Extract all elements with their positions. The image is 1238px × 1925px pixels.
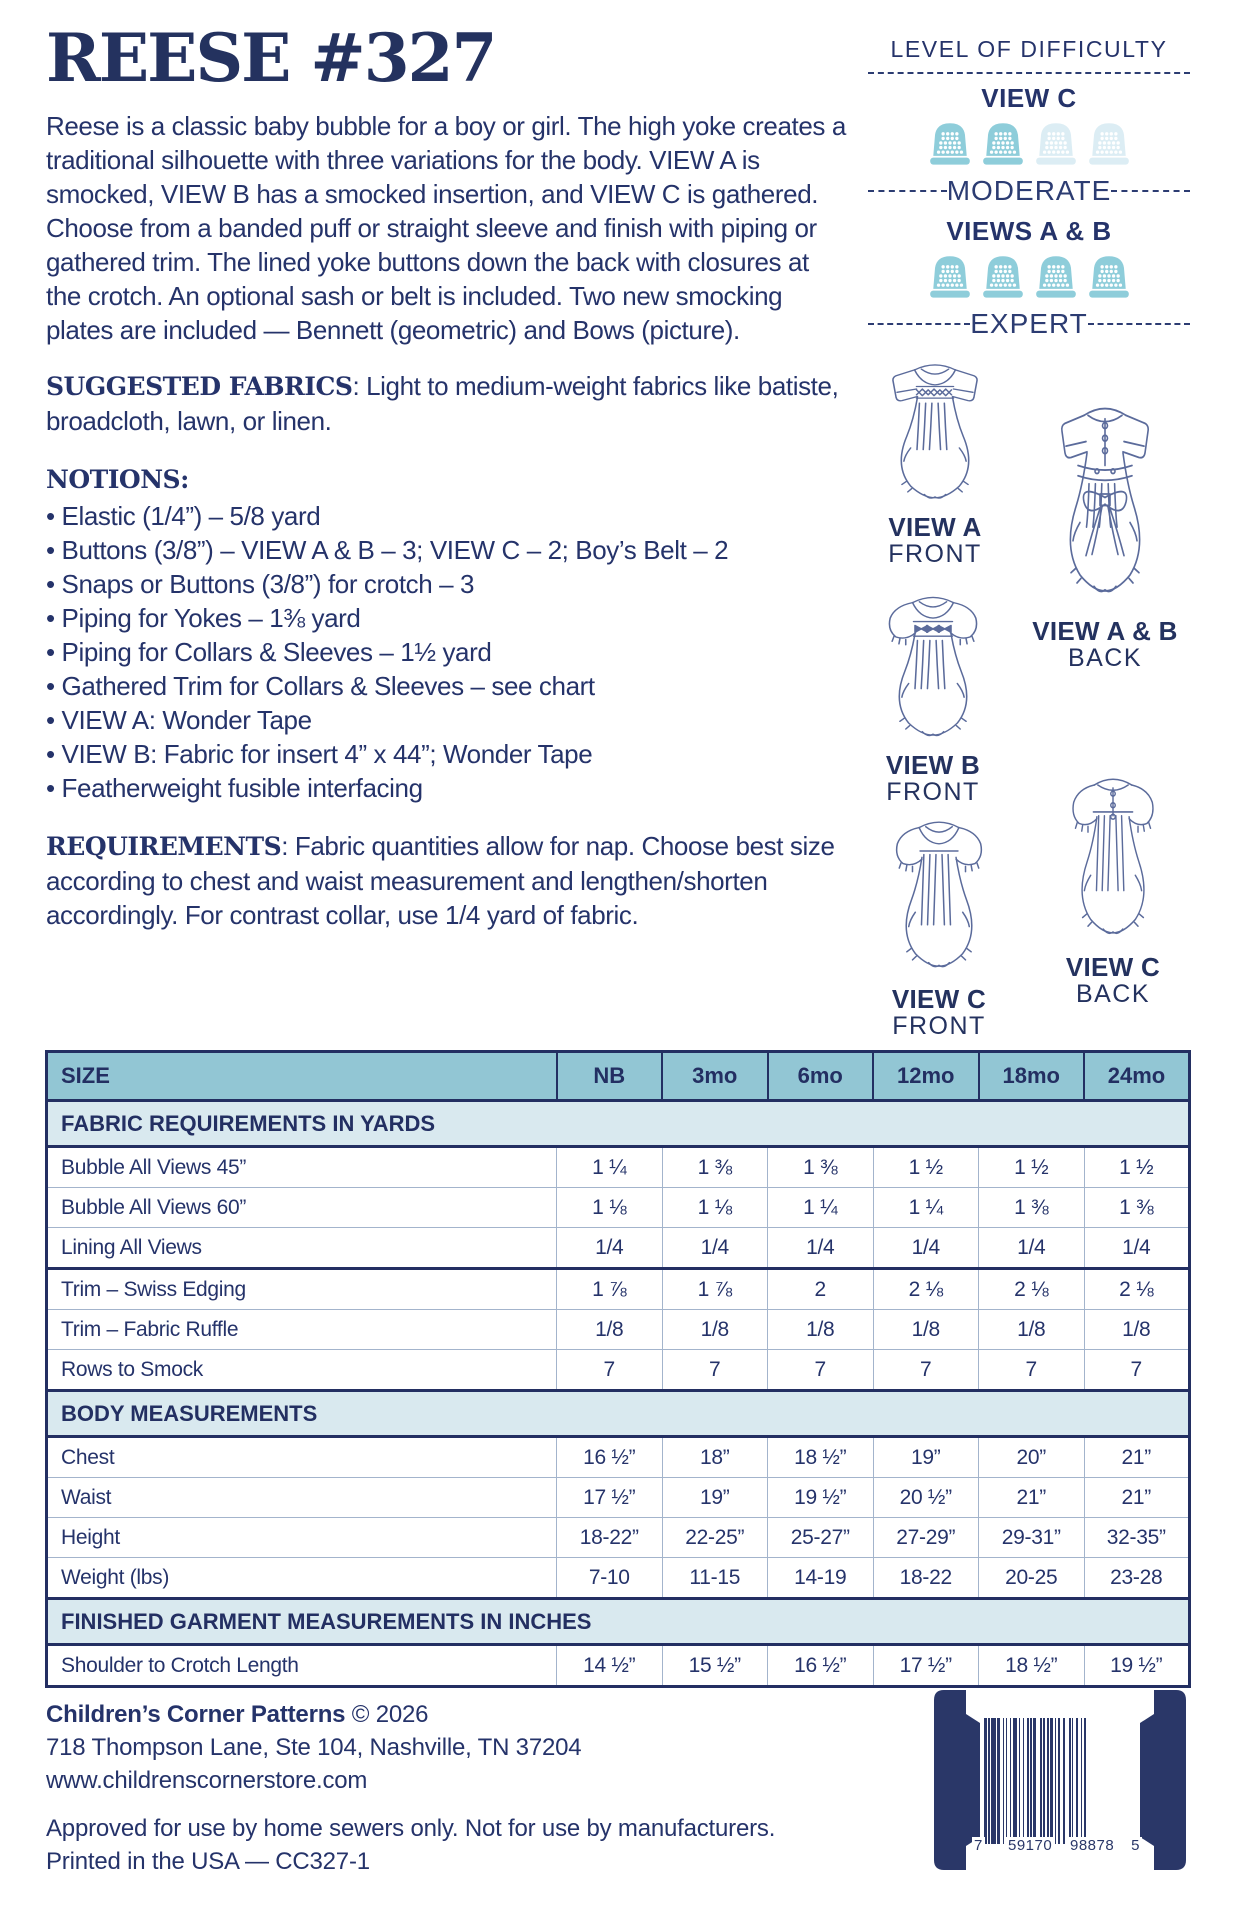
cell-value: 1 ⅛ xyxy=(557,1188,663,1228)
thimble-icon xyxy=(1087,120,1131,172)
intro-paragraph: Reese is a classic baby bubble for a boy or girl. The high yoke creates a traditional silhouette with three variations for the body. VIEW A is smocked, VIEW B has a smocked insertion, and VIEW C is gathered. Choose from a banded puff or straight sleeve and finish with piping or gathered trim. The lined yoke buttons down the back with closures at the crotch. An optional sash or belt is included. Two new smocking plates are included — Bennett (geometric) and Bows (picture). xyxy=(46,111,846,346)
size-chart-table xyxy=(45,1050,1191,1688)
cell-value: 14 ½” xyxy=(557,1645,663,1687)
cell-value: 19” xyxy=(662,1478,768,1518)
difficulty-level: EXPERT xyxy=(868,308,1190,340)
cell-value: 18-22” xyxy=(557,1518,663,1558)
table-row xyxy=(47,1478,1190,1518)
thimble-rating xyxy=(868,120,1190,172)
cell-value: 1/4 xyxy=(1084,1228,1190,1269)
cell-value: 18” xyxy=(662,1437,768,1478)
cell-value: 7 xyxy=(768,1350,874,1391)
cell-value: 1 ⅞ xyxy=(557,1269,663,1310)
cell-value: 19 ½” xyxy=(768,1478,874,1518)
table-row xyxy=(47,1350,1190,1391)
view-a-front-label xyxy=(862,514,1008,568)
cell-value: 1 ⅜ xyxy=(768,1147,874,1188)
row-label: Bubble All Views 60” xyxy=(47,1188,557,1228)
cell-value: 16 ½” xyxy=(557,1437,663,1478)
notions-heading-line xyxy=(46,462,846,497)
cell-value: 1 ½ xyxy=(873,1147,979,1188)
cell-value: 20 ½” xyxy=(873,1478,979,1518)
cell-value: 11-15 xyxy=(662,1558,768,1599)
cell-value: 2 ⅛ xyxy=(1084,1269,1190,1310)
left-text-column xyxy=(46,19,846,932)
difficulty-title: LEVEL OF DIFFICULTY xyxy=(868,36,1190,74)
page-title: REESE #327 xyxy=(46,19,496,97)
suggested-fabrics-paragraph xyxy=(46,369,846,438)
section-heading-row xyxy=(47,1391,1190,1437)
table-row xyxy=(47,1645,1190,1687)
table-row xyxy=(47,1269,1190,1310)
section-heading: BODY MEASUREMENTS xyxy=(47,1391,1190,1437)
cell-value: 18 ½” xyxy=(768,1437,874,1478)
cell-value: 1 ¼ xyxy=(768,1188,874,1228)
row-label: Height xyxy=(47,1518,557,1558)
suggested-fabrics-text: : Light to medium-weight fabrics like batiste, broadcloth, lawn, or linen. xyxy=(46,371,839,437)
cell-value: 29-31” xyxy=(979,1518,1085,1558)
cell-value: 1 ¼ xyxy=(873,1188,979,1228)
row-label: Trim – Swiss Edging xyxy=(47,1269,557,1310)
notions-heading: NOTIONS: xyxy=(46,465,189,495)
cell-value: 16 ½” xyxy=(768,1645,874,1687)
cell-value: 21” xyxy=(979,1478,1085,1518)
barcode-spool-right-icon xyxy=(1138,1688,1190,1872)
column-header: 6mo xyxy=(768,1052,874,1101)
view-a-b-back-label xyxy=(1024,618,1186,672)
column-header: 24mo xyxy=(1084,1052,1190,1101)
section-heading: FABRIC REQUIREMENTS IN YARDS xyxy=(47,1101,1190,1147)
cell-value: 25-27” xyxy=(768,1518,874,1558)
cell-value: 1/8 xyxy=(873,1310,979,1350)
view-c-front-label xyxy=(868,986,1010,1040)
printed-line: Printed in the USA — CC327-1 xyxy=(46,1848,370,1875)
thimble-icon xyxy=(1034,120,1078,172)
thimble-icon xyxy=(928,253,972,305)
view-b-front-illustration xyxy=(860,582,1006,754)
difficulty-groups xyxy=(868,83,1190,340)
table-row xyxy=(47,1518,1190,1558)
view-sub: BACK xyxy=(1067,644,1143,673)
cell-value: 17 ½” xyxy=(557,1478,663,1518)
cell-value: 15 ½” xyxy=(662,1645,768,1687)
row-label: Shoulder to Crotch Length xyxy=(47,1645,557,1687)
cell-value: 19 ½” xyxy=(1084,1645,1190,1687)
cell-value: 22-25” xyxy=(662,1518,768,1558)
view-sub: FRONT xyxy=(886,778,980,807)
requirements-paragraph xyxy=(46,829,846,932)
barcode-digit: 7 xyxy=(974,1837,983,1854)
notions-item: • Piping for Collars & Sleeves – 1½ yard xyxy=(46,637,492,668)
cell-value: 7-10 xyxy=(557,1558,663,1599)
row-label: Trim – Fabric Ruffle xyxy=(47,1310,557,1350)
cell-value: 1/4 xyxy=(979,1228,1085,1269)
row-label: Rows to Smock xyxy=(47,1350,557,1391)
view-name: VIEW A & B xyxy=(1032,616,1178,646)
cell-value: 1 ⅛ xyxy=(662,1188,768,1228)
cell-value: 1 ⅜ xyxy=(662,1147,768,1188)
cell-value: 7 xyxy=(873,1350,979,1391)
level-of-difficulty-block xyxy=(868,36,1190,340)
cell-value: 2 ⅛ xyxy=(873,1269,979,1310)
cell-value: 18 ½” xyxy=(979,1645,1085,1687)
row-label: Chest xyxy=(47,1437,557,1478)
difficulty-view-label: VIEW C xyxy=(981,83,1077,113)
column-header: 3mo xyxy=(662,1052,768,1101)
cell-value: 1 ½ xyxy=(1084,1147,1190,1188)
cell-value: 1/8 xyxy=(1084,1310,1190,1350)
table-row xyxy=(47,1147,1190,1188)
view-a-front-illustration xyxy=(862,350,1008,516)
cell-value: 1/8 xyxy=(979,1310,1085,1350)
table-row xyxy=(47,1228,1190,1269)
notions-item: • Piping for Yokes – 1⅜ yard xyxy=(46,603,361,634)
column-header: 18mo xyxy=(979,1052,1085,1101)
view-a-b-back-illustration xyxy=(1030,388,1180,616)
row-label: Waist xyxy=(47,1478,557,1518)
thimble-icon xyxy=(1087,253,1131,305)
cell-value: 1/4 xyxy=(557,1228,663,1269)
company-name: Children’s Corner Patterns xyxy=(46,1701,346,1728)
view-c-front-illustration xyxy=(868,806,1010,986)
section-heading-row xyxy=(47,1101,1190,1147)
requirements-text: : Fabric quantities allow for nap. Choose best size according to chest and waist measurement and lengthen/shorten accordingly. For contrast collar, use 1/4 yard of fabric. xyxy=(46,831,835,931)
table-row xyxy=(47,1188,1190,1228)
cell-value: 19” xyxy=(873,1437,979,1478)
approval-line: Approved for use by home sewers only. Not for use by manufacturers. xyxy=(46,1815,776,1842)
table-row xyxy=(47,1437,1190,1478)
requirements-heading: REQUIREMENTS xyxy=(46,832,282,862)
barcode-digit-group: 59170 xyxy=(1008,1837,1053,1854)
cell-value: 21” xyxy=(1084,1437,1190,1478)
view-sub: FRONT xyxy=(888,540,982,569)
cell-value: 20-25 xyxy=(979,1558,1085,1599)
column-header: NB xyxy=(557,1052,663,1101)
table-row xyxy=(47,1558,1190,1599)
cell-value: 27-29” xyxy=(873,1518,979,1558)
barcode-digit-group: 98878 xyxy=(1070,1837,1115,1854)
section-heading: FINISHED GARMENT MEASUREMENTS IN INCHES xyxy=(47,1599,1190,1645)
cell-value: 7 xyxy=(557,1350,663,1391)
cell-value: 1/8 xyxy=(768,1310,874,1350)
table-header-row xyxy=(47,1052,1190,1101)
notions-item: • Snaps or Buttons (3/8”) for crotch – 3 xyxy=(46,569,475,600)
column-header: 12mo xyxy=(873,1052,979,1101)
notions-item: • Gathered Trim for Collars & Sleeves – see chart xyxy=(46,671,595,702)
cell-value: 1 ¼ xyxy=(557,1147,663,1188)
cell-value: 2 ⅛ xyxy=(979,1269,1085,1310)
cell-value: 1 ½ xyxy=(979,1147,1085,1188)
cell-value: 1/4 xyxy=(873,1228,979,1269)
view-name: VIEW A xyxy=(888,512,982,542)
view-sub: BACK xyxy=(1075,980,1151,1009)
row-label: Weight (lbs) xyxy=(47,1558,557,1599)
cell-value: 7 xyxy=(979,1350,1085,1391)
view-name: VIEW B xyxy=(885,750,981,780)
copyright: © 2026 xyxy=(351,1701,429,1728)
table-row xyxy=(47,1310,1190,1350)
cell-value: 1/4 xyxy=(662,1228,768,1269)
thimble-icon xyxy=(981,253,1025,305)
cell-value: 21” xyxy=(1084,1478,1190,1518)
notions-item: • VIEW A: Wonder Tape xyxy=(46,705,312,736)
difficulty-view-label: VIEWS A & B xyxy=(946,216,1112,246)
barcode xyxy=(930,1688,1190,1872)
thimble-icon xyxy=(1034,253,1078,305)
view-name: VIEW C xyxy=(1065,952,1161,982)
barcode-digit: 5 xyxy=(1131,1837,1140,1854)
view-name: VIEW C xyxy=(891,984,987,1014)
notions-item: • VIEW B: Fabric for insert 4” x 44”; Wonder Tape xyxy=(46,739,593,770)
view-c-back-illustration xyxy=(1046,762,1180,954)
cell-value: 18-22 xyxy=(873,1558,979,1599)
view-b-front-label xyxy=(860,752,1006,806)
address-line: 718 Thompson Lane, Ste 104, Nashville, TN 37204 xyxy=(46,1734,582,1761)
website-link: www.childrenscornerstore.com xyxy=(46,1767,368,1794)
cell-value: 1/8 xyxy=(662,1310,768,1350)
cell-value: 2 xyxy=(768,1269,874,1310)
cell-value: 1/8 xyxy=(557,1310,663,1350)
row-label: Lining All Views xyxy=(47,1228,557,1269)
cell-value: 14-19 xyxy=(768,1558,874,1599)
row-label: Bubble All Views 45” xyxy=(47,1147,557,1188)
notions-item: • Buttons (3/8”) – VIEW A & B – 3; VIEW C – 2; Boy’s Belt – 2 xyxy=(46,535,729,566)
cell-value: 7 xyxy=(662,1350,768,1391)
view-c-back-label xyxy=(1042,954,1184,1008)
notions-item: • Featherweight fusible interfacing xyxy=(46,773,423,804)
suggested-fabrics-heading: SUGGESTED FABRICS xyxy=(46,372,353,402)
view-sub: FRONT xyxy=(892,1012,986,1041)
cell-value: 20” xyxy=(979,1437,1085,1478)
thimble-rating xyxy=(868,253,1190,305)
notions-list xyxy=(46,499,846,805)
cell-value: 1/4 xyxy=(768,1228,874,1269)
section-heading-row xyxy=(47,1599,1190,1645)
cell-value: 1 ⅞ xyxy=(662,1269,768,1310)
cell-value: 17 ½” xyxy=(873,1645,979,1687)
cell-value: 7 xyxy=(1084,1350,1190,1391)
thimble-icon xyxy=(928,120,972,172)
cell-value: 1 ⅜ xyxy=(979,1188,1085,1228)
cell-value: 32-35” xyxy=(1084,1518,1190,1558)
notions-item: • Elastic (1/4”) – 5/8 yard xyxy=(46,501,321,532)
barcode-stripes xyxy=(984,1718,1132,1844)
company-line xyxy=(46,1698,775,1731)
cell-value: 1 ⅜ xyxy=(1084,1188,1190,1228)
thimble-icon xyxy=(981,120,1025,172)
column-header: SIZE xyxy=(47,1052,557,1101)
cell-value: 23-28 xyxy=(1084,1558,1190,1599)
footer-block xyxy=(46,1698,775,1878)
difficulty-level: MODERATE xyxy=(868,175,1190,207)
